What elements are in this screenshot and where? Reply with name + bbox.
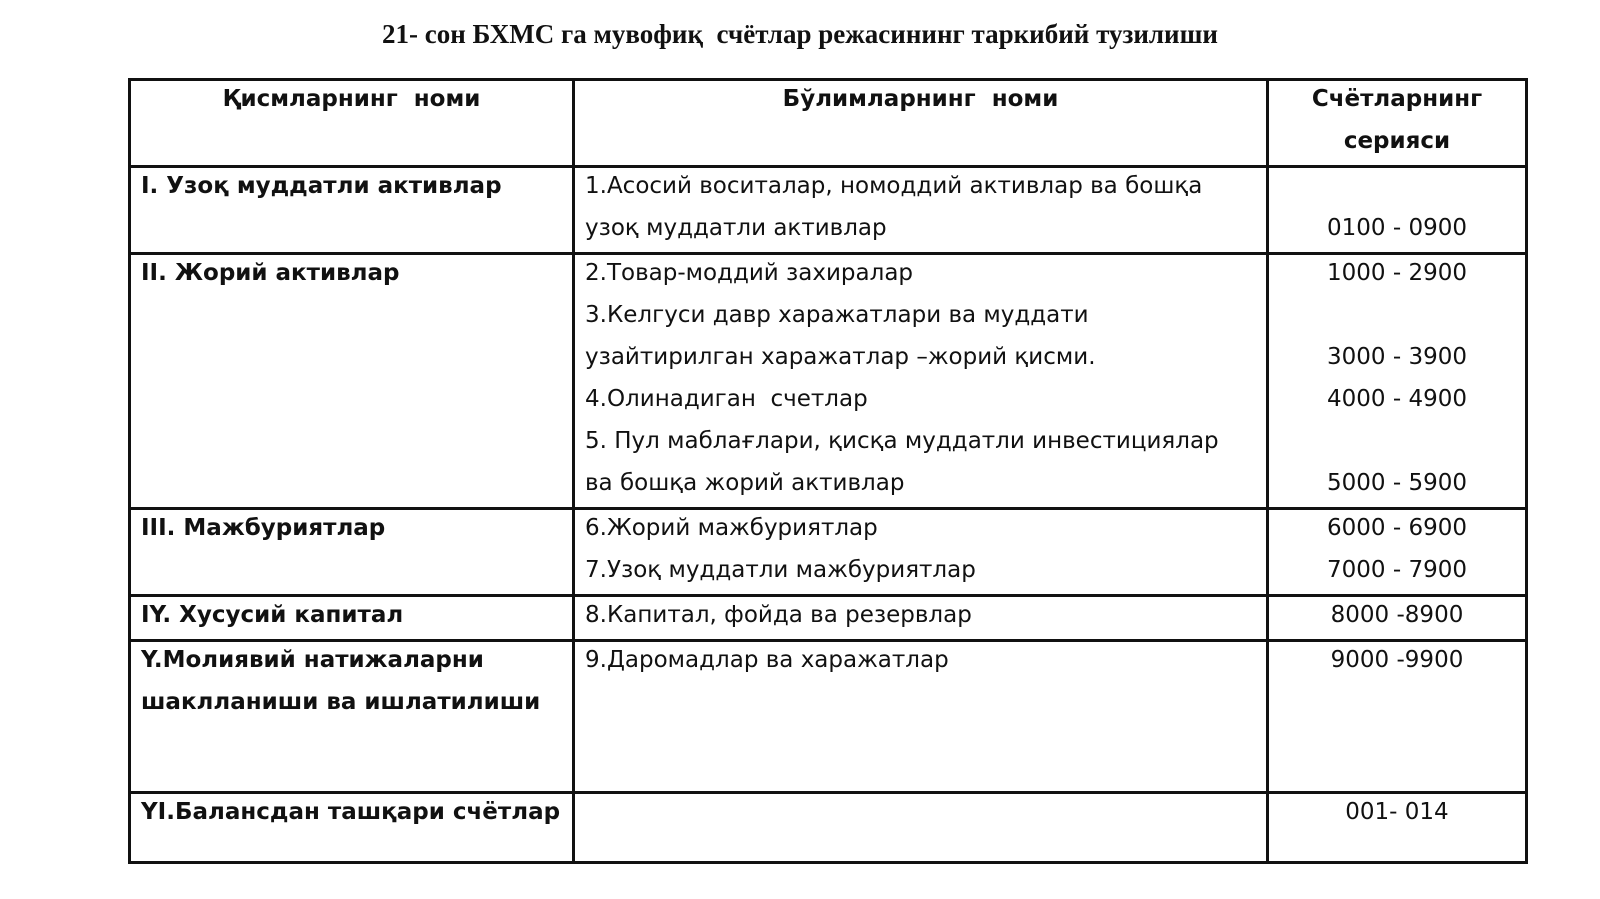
account-series-cell: 1000 - 2900 3000 - 3900 4000 - 4900 5000 - 5900 (1268, 254, 1527, 509)
header-account-series: Счётларнинг серияси (1268, 80, 1527, 167)
section-name-cell: 8.Капитал, фойда ва резервлар (574, 596, 1268, 641)
section-name-cell: 1.Асосий воситалар, номоддий активлар ва бошқа узоқ муддатли активлар (574, 167, 1268, 254)
table-row (130, 254, 1527, 509)
account-series-cell: 8000 -8900 (1268, 596, 1527, 641)
table-row (130, 167, 1527, 254)
table-row (130, 793, 1527, 863)
section-name-cell: 6.Жорий мажбуриятлар 7.Узоқ муддатли мажбуриятлар (574, 509, 1268, 596)
header-section-name: Бўлимларнинг номи (574, 80, 1268, 167)
table-row (130, 509, 1527, 596)
account-series-cell: 9000 -9900 (1268, 641, 1527, 793)
part-name-cell: I. Узоқ муддатли активлар (130, 167, 574, 254)
part-name-cell: III. Мажбуриятлар (130, 509, 574, 596)
part-name-cell: II. Жорий активлар (130, 254, 574, 509)
document-title: 21- сон БХМС га мувофиқ счётлар режасининг таркибий тузилиши (382, 19, 1218, 49)
part-name-cell: IY. Хусусий капитал (130, 596, 574, 641)
account-series-cell: 0100 - 0900 (1268, 167, 1527, 254)
part-name-cell: YI.Балансдан ташқари счётлар (130, 793, 574, 863)
table-header-row (130, 80, 1527, 167)
section-name-cell: 9.Даромадлар ва харажатлар (574, 641, 1268, 793)
section-name-cell (574, 793, 1268, 863)
account-series-cell: 6000 - 6900 7000 - 7900 (1268, 509, 1527, 596)
accounts-structure-table (128, 78, 1528, 864)
section-name-cell: 2.Товар-моддий захиралар 3.Келгуси давр харажатлари ва муддати узайтирилган харажатлар –жорий қисми. 4.Олинадиган счетлар 5. Пул маблағлари, қисқа муддатли инвестициялар ва бошқа жорий активлар (574, 254, 1268, 509)
header-part-name: Қисмларнинг номи (130, 80, 574, 167)
table-row (130, 641, 1527, 793)
table-row (130, 596, 1527, 641)
account-series-cell: 001- 014 (1268, 793, 1527, 863)
part-name-cell: Y.Молиявий натижаларни шаклланиши ва ишлатилиши (130, 641, 574, 793)
